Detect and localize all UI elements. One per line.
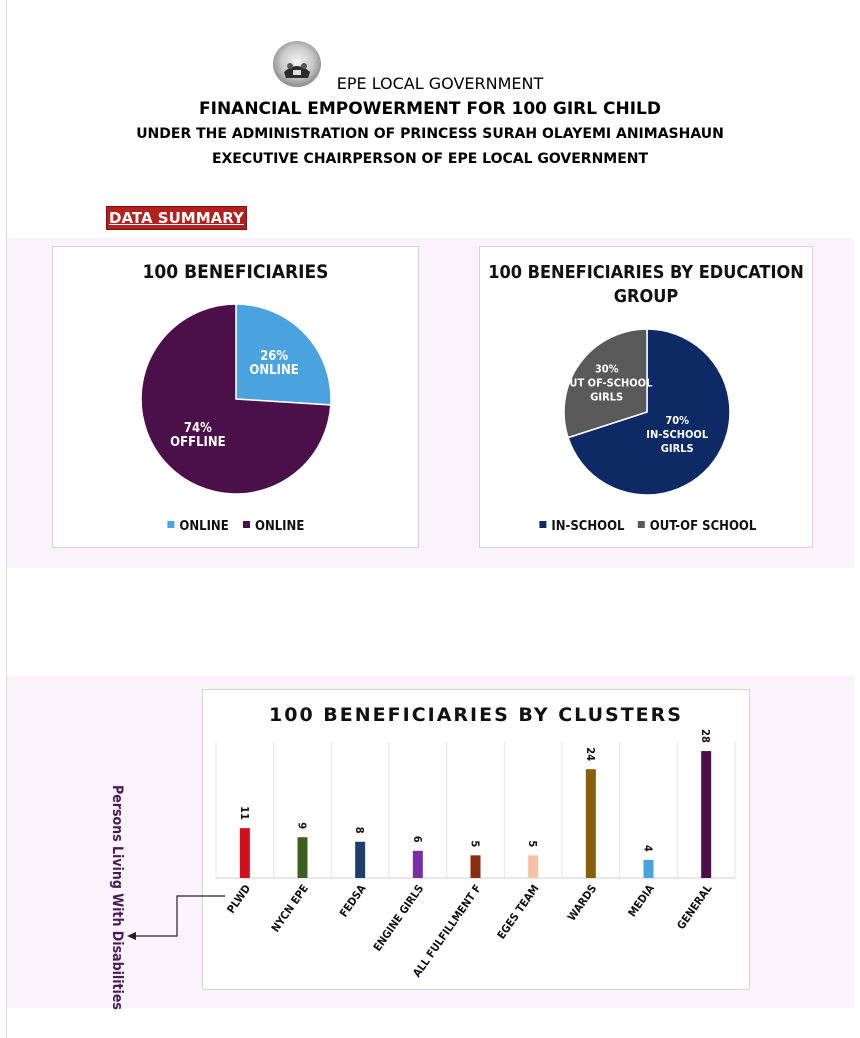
category-tick-label: MEDIA <box>625 882 657 920</box>
bar-value-label: 8 <box>353 826 367 834</box>
slice-data-label: OFFLINE <box>170 434 226 450</box>
bar-value-label: 28 <box>699 729 713 743</box>
category-tick-label: WARDS <box>565 882 600 924</box>
bar-value-label: 5 <box>526 840 540 848</box>
slice-data-label: 26% <box>260 349 289 365</box>
education-group-chart-card <box>479 246 813 548</box>
legend-label: ONLINE <box>179 519 229 534</box>
slice-data-label: IN-SCHOOL <box>646 427 709 441</box>
chart-title: 100 BENEFICIARIES <box>142 261 329 283</box>
plwd-callout-arrow <box>125 892 235 942</box>
legend-swatch <box>167 521 174 528</box>
bar-plwd <box>240 828 250 878</box>
category-tick-label: ENGINE GIRLS <box>370 882 427 954</box>
bar-wards <box>586 769 596 878</box>
bar-general <box>701 751 711 878</box>
category-tick-label: NYCN EPE <box>268 882 311 935</box>
bar-value-label: 9 <box>295 822 309 830</box>
slice-data-label: OUT OF-SCHOOL <box>561 376 653 390</box>
slice-data-label: 74% <box>183 420 212 436</box>
clusters-bar-chart <box>203 690 749 989</box>
category-tick-label: EGES TEAM <box>494 882 542 942</box>
slice-data-label: GIRLS <box>590 390 624 404</box>
slice-data-label: ONLINE <box>249 363 299 379</box>
online-offline-pie-chart <box>53 247 418 547</box>
online-offline-chart-card <box>52 246 419 548</box>
bar-value-label: 5 <box>468 840 482 848</box>
program-title: FINANCIAL EMPOWERMENT FOR 100 GIRL CHILD <box>199 99 661 119</box>
bar-fedsa <box>355 842 365 878</box>
plwd-full-name: Persons Living With Disabilities <box>109 785 125 1010</box>
clusters-chart-card <box>202 689 750 990</box>
education-group-pie-chart <box>480 247 812 547</box>
slice-data-label: 70% <box>665 413 690 427</box>
bar-value-label: 11 <box>237 806 251 820</box>
bar-media <box>644 860 654 878</box>
legend-label: IN-SCHOOL <box>551 519 625 534</box>
legend-label: ONLINE <box>255 519 305 534</box>
bar-value-label: 4 <box>641 844 655 852</box>
bar-value-label: 6 <box>410 835 424 843</box>
legend-swatch <box>539 521 546 528</box>
org-name: EPE LOCAL GOVERNMENT <box>336 74 544 93</box>
chairperson-line: EXECUTIVE CHAIRPERSON OF EPE LOCAL GOVERNMENT <box>211 151 649 167</box>
category-tick-label: FEDSA <box>337 882 369 920</box>
bar-value-label: 24 <box>583 747 597 761</box>
chart-title: 100 BENEFICIARIES BY CLUSTERS <box>269 704 683 726</box>
slice-data-label: GIRLS <box>660 441 694 455</box>
bar-engine-girls <box>413 851 423 878</box>
legend-swatch <box>243 521 250 528</box>
category-tick-label: GENERAL <box>674 882 715 932</box>
legend-swatch <box>638 521 645 528</box>
bar-nycn-epe <box>298 837 308 878</box>
administration-line: UNDER THE ADMINISTRATION OF PRINCESS SURAH OLAYEMI ANIMASHAUN <box>136 126 724 142</box>
category-tick-label: ALL FULFILLMENT F <box>410 882 484 980</box>
chart-title-line-1: 100 BENEFICIARIES BY EDUCATION <box>488 262 804 283</box>
slice-data-label: 30% <box>594 362 619 376</box>
category-tick-label: PLWD <box>224 882 254 916</box>
bar-eges-team <box>528 855 538 878</box>
chart-title-line-2: GROUP <box>613 286 679 307</box>
bar-all-fulfillment-f <box>471 855 481 878</box>
legend-label: OUT-OF SCHOOL <box>649 519 757 534</box>
data-summary-label: DATA SUMMARY <box>106 206 247 230</box>
